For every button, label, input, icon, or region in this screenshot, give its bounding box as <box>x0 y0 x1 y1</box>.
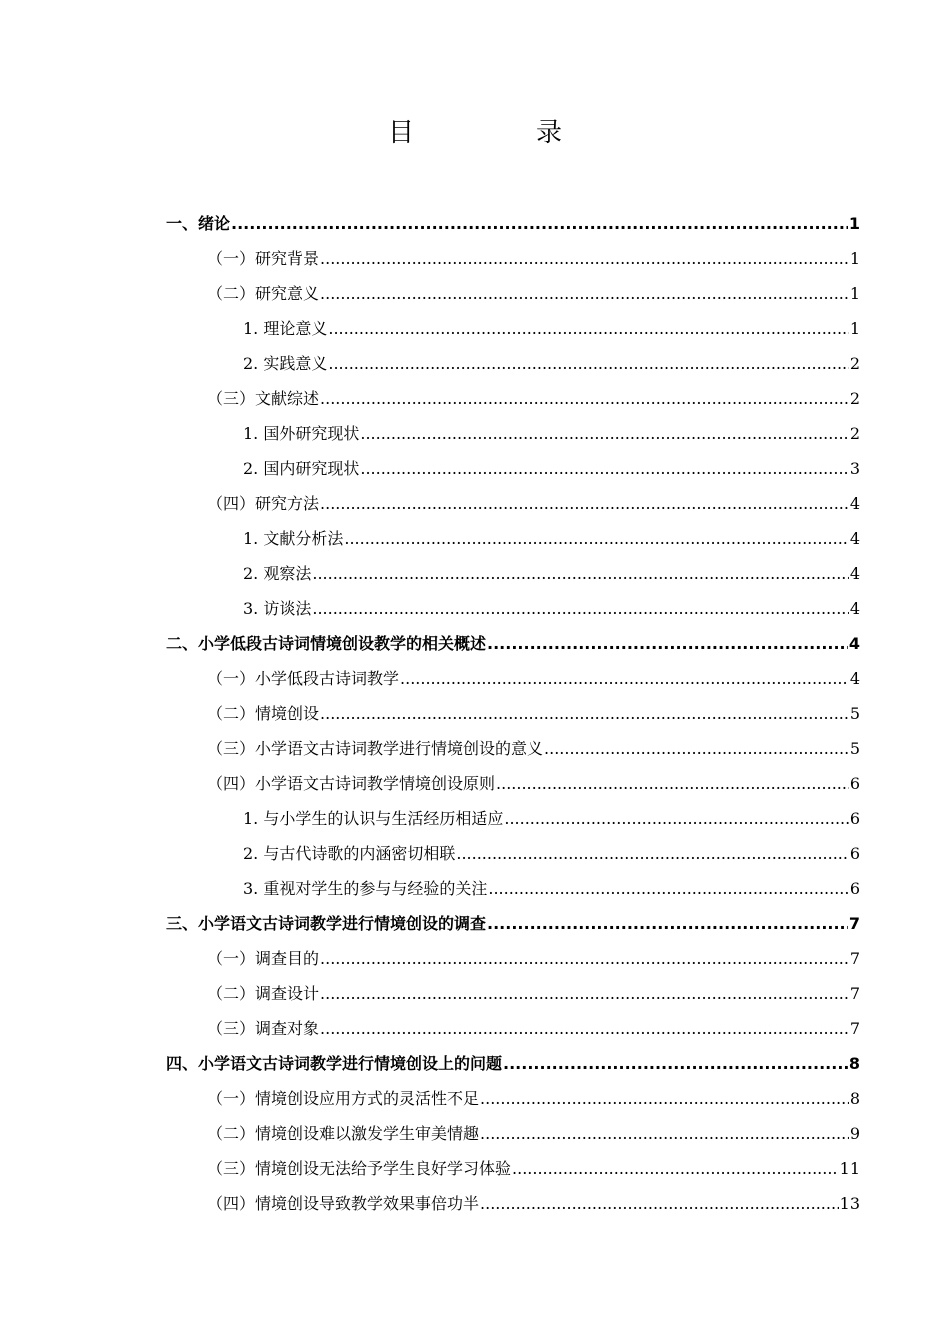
toc-leader-dots <box>320 696 849 731</box>
toc-entry-title: （四）情境创设导致教学效果事倍功半 <box>207 1194 480 1213</box>
toc-entry[interactable] <box>243 871 860 906</box>
toc-entry-page-number: 8 <box>849 1089 860 1108</box>
toc-leader-dots <box>320 941 849 976</box>
toc-leader-dots <box>400 661 849 696</box>
toc-entry[interactable] <box>166 906 860 941</box>
toc-leader-dots <box>320 276 849 311</box>
toc-entry-title: 3. 重视对学生的参与与经验的关注 <box>243 879 488 898</box>
toc-entry[interactable] <box>207 976 860 1011</box>
toc-entry-page-number: 5 <box>849 739 860 758</box>
toc-entry-page-number: 4 <box>849 599 860 618</box>
toc-leader-dots <box>544 731 849 766</box>
toc-entry[interactable] <box>207 381 860 416</box>
toc-leader-dots <box>480 1081 849 1116</box>
toc-entry-title: 2. 国内研究现状 <box>243 459 360 478</box>
toc-entry-title: 二、小学低段古诗词情境创设教学的相关概述 <box>166 634 487 653</box>
toc-entry-page-number: 7 <box>848 914 860 933</box>
toc-entry-title: （三）情境创设无法给予学生良好学习体验 <box>207 1159 512 1178</box>
toc-entry-title: （二）调查设计 <box>207 984 320 1003</box>
toc-entry[interactable] <box>207 661 860 696</box>
toc-entry[interactable] <box>166 626 860 661</box>
toc-entry-title: （二）情境创设难以激发学生审美情趣 <box>207 1124 480 1143</box>
toc-entry-title: （一）研究背景 <box>207 249 320 268</box>
toc-entry[interactable] <box>166 1046 860 1081</box>
toc-entry[interactable] <box>207 1186 860 1221</box>
toc-entry-page-number: 9 <box>849 1124 860 1143</box>
toc-entry-title: 1. 与小学生的认识与生活经历相适应 <box>243 809 504 828</box>
toc-leader-dots <box>504 801 848 836</box>
toc-entry-title: 1. 理论意义 <box>243 319 328 338</box>
toc-entry-page-number: 7 <box>849 949 860 968</box>
toc-entry-page-number: 7 <box>849 984 860 1003</box>
toc-leader-dots <box>503 1046 848 1081</box>
toc-entry-title: 2. 观察法 <box>243 564 312 583</box>
toc-entry[interactable] <box>243 451 860 486</box>
toc-leader-dots <box>360 416 848 451</box>
toc-entry[interactable] <box>207 486 860 521</box>
toc-entry-page-number: 1 <box>848 214 860 233</box>
toc-entry-page-number: 3 <box>849 459 860 478</box>
toc-leader-dots <box>320 486 849 521</box>
toc-entry-title: 三、小学语文古诗词教学进行情境创设的调查 <box>166 914 487 933</box>
toc-leader-dots <box>312 556 848 591</box>
toc-entry[interactable] <box>166 206 860 241</box>
toc-entry[interactable] <box>207 696 860 731</box>
toc-entry-title: （一）调查目的 <box>207 949 320 968</box>
toc-entry[interactable] <box>207 241 860 276</box>
toc-entry-page-number: 6 <box>849 844 860 863</box>
toc-entry-title: （三）文献综述 <box>207 389 320 408</box>
toc-entry-page-number: 5 <box>849 704 860 723</box>
toc-entry[interactable] <box>243 416 860 451</box>
toc-entry-title: 3. 访谈法 <box>243 599 312 618</box>
toc-leader-dots <box>480 1186 839 1221</box>
toc-leader-dots <box>328 311 848 346</box>
toc-leader-dots <box>360 451 848 486</box>
toc-entry[interactable] <box>243 556 860 591</box>
toc-leader-dots <box>488 871 848 906</box>
toc-entry-title: 四、小学语文古诗词教学进行情境创设上的问题 <box>166 1054 503 1073</box>
toc-entry[interactable] <box>207 941 860 976</box>
toc-leader-dots <box>512 1151 839 1186</box>
toc-entry-title: 1. 国外研究现状 <box>243 424 360 443</box>
toc-entry-title: （一）情境创设应用方式的灵活性不足 <box>207 1089 480 1108</box>
toc-entry[interactable] <box>207 1081 860 1116</box>
toc-entry-page-number: 11 <box>839 1159 860 1178</box>
toc-entry-page-number: 8 <box>848 1054 860 1073</box>
toc-entry-page-number: 4 <box>849 529 860 548</box>
toc-entry[interactable] <box>207 1116 860 1151</box>
toc-entry-page-number: 6 <box>849 809 860 828</box>
toc-leader-dots <box>456 836 848 871</box>
toc-leader-dots <box>344 521 848 556</box>
toc-leader-dots <box>487 626 848 661</box>
toc-entry[interactable] <box>207 276 860 311</box>
toc-leader-dots <box>320 381 849 416</box>
toc-entry-title: 2. 与古代诗歌的内涵密切相联 <box>243 844 456 863</box>
toc-entry-page-number: 1 <box>849 319 860 338</box>
toc-leader-dots <box>312 591 848 626</box>
toc-entry-title: 一、绪论 <box>166 214 231 233</box>
toc-entry[interactable] <box>243 311 860 346</box>
toc-entry-title: （一）小学低段古诗词教学 <box>207 669 400 688</box>
toc-entry[interactable] <box>207 731 860 766</box>
toc-entry-title: （二）情境创设 <box>207 704 320 723</box>
toc-entry-title: （四）研究方法 <box>207 494 320 513</box>
toc-leader-dots <box>320 1011 849 1046</box>
toc-entry-page-number: 2 <box>849 424 860 443</box>
page-title: 目 录 <box>387 118 610 148</box>
toc-entry[interactable] <box>243 801 860 836</box>
toc-leader-dots <box>487 906 848 941</box>
toc-entry[interactable] <box>243 346 860 381</box>
toc-leader-dots <box>231 206 848 241</box>
toc-entry[interactable] <box>243 521 860 556</box>
toc-entry[interactable] <box>207 1011 860 1046</box>
toc-entry-page-number: 4 <box>849 494 860 513</box>
toc-entry[interactable] <box>243 836 860 871</box>
toc-entry-page-number: 13 <box>839 1194 860 1213</box>
toc-entry-title: 1. 文献分析法 <box>243 529 344 548</box>
toc-entry-page-number: 2 <box>849 389 860 408</box>
toc-entry-title: （二）研究意义 <box>207 284 320 303</box>
toc-entry[interactable] <box>207 1151 860 1186</box>
toc-entry-page-number: 6 <box>849 879 860 898</box>
toc-entry-page-number: 1 <box>849 249 860 268</box>
toc-leader-dots <box>320 976 849 1011</box>
toc-entry-page-number: 2 <box>849 354 860 373</box>
toc-entry-title: （三）调查对象 <box>207 1019 320 1038</box>
toc-entry-page-number: 1 <box>849 284 860 303</box>
toc-entry-page-number: 7 <box>849 1019 860 1038</box>
toc-leader-dots <box>496 766 849 801</box>
toc-entry[interactable] <box>243 591 860 626</box>
toc-entry-page-number: 4 <box>849 669 860 688</box>
toc-entry-page-number: 4 <box>848 634 860 653</box>
toc-entry-page-number: 6 <box>849 774 860 793</box>
toc-entry-title: （四）小学语文古诗词教学情境创设原则 <box>207 774 496 793</box>
toc-entry-page-number: 4 <box>849 564 860 583</box>
toc-entry-title: （三）小学语文古诗词教学进行情境创设的意义 <box>207 739 544 758</box>
toc-leader-dots <box>480 1116 849 1151</box>
toc-entry[interactable] <box>207 766 860 801</box>
toc-leader-dots <box>328 346 848 381</box>
toc-leader-dots <box>320 241 849 276</box>
toc-entry-title: 2. 实践意义 <box>243 354 328 373</box>
